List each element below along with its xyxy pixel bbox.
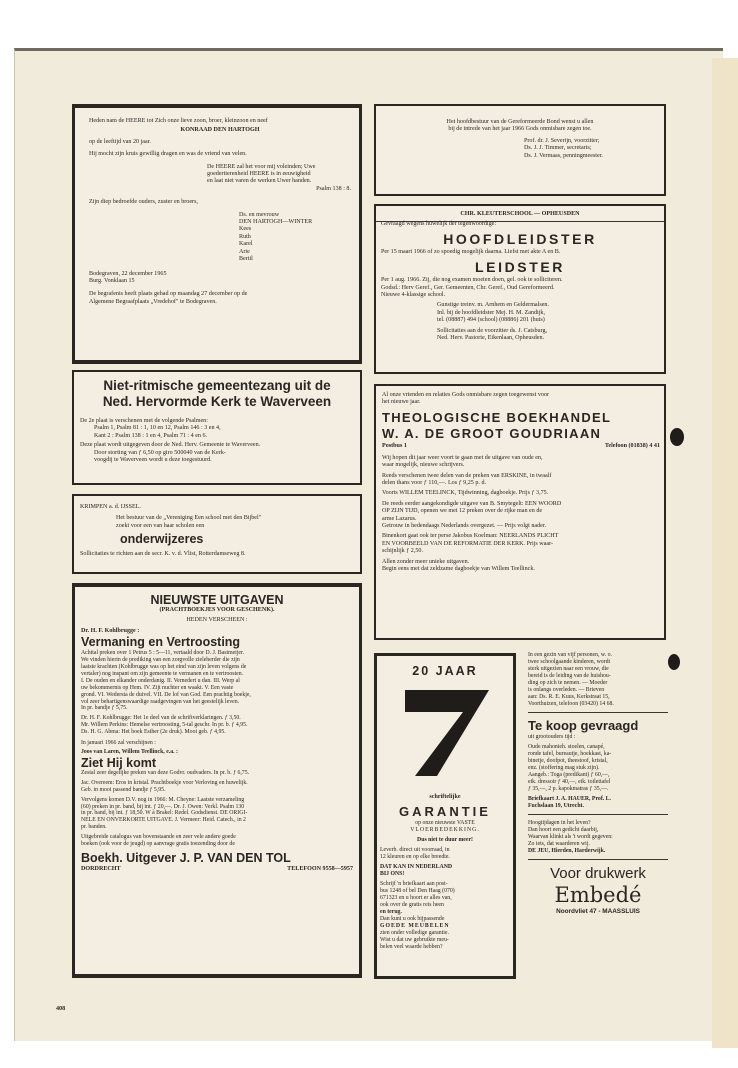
text-line: enz. (stoffering mag stuk zijn). [528, 765, 600, 771]
text-line: GOEDE MEUBELEN [380, 923, 450, 930]
text-line: In een gezin van vijf personen, w. o. [528, 652, 612, 658]
position-title: LEIDSTER [474, 259, 566, 276]
new-year-wishes-bond [374, 104, 666, 196]
text-line: Hoogtijdagen in het leven? [528, 820, 591, 826]
page-number: 408 [56, 1006, 66, 1012]
text-line: vol zeer behartigenswaardige raadgevingen van het geestelijk leven. [81, 698, 240, 705]
postbus: Postbus 1 [382, 442, 407, 449]
text-line: Dus niet te duur meer! [417, 837, 473, 844]
text-line: uit grootouders tijd : [528, 734, 576, 740]
text-line: OP ZIJN TIJD, openen we met 12 preken over de rijke man en de [382, 508, 543, 515]
ad-subtitle: (PRACHTBOEKJES VOOR GESCHENK). [159, 607, 275, 613]
text-line: Wist u dat uw gebruikte meu- [380, 937, 449, 944]
burial-text: De begrafenis heeft plaats gehad op maandag 27 december op de [89, 291, 248, 298]
signatory: Ds. J. J. Timmer, secretaris; [524, 145, 592, 152]
text-line: Per 1 aug. 1966. Zij, die nog examen moeten doen, gel. ook te solliciteren. [381, 277, 563, 284]
text-line: Getrouw in hedendaags Nederlands overgezet. — Prijs volgt nader. [382, 523, 547, 530]
text-line: tel. (08887) 494 (school) (08886) 201 (huis) [437, 317, 545, 324]
text-line: Zestal zeer degelijke preken van deze Godvr. oudvaders. In pr. b. ƒ 6,75. [81, 769, 250, 776]
burial-text: Algemene Begraafplaats „Vredehof" te Bodegraven. [89, 298, 217, 305]
print-shop-address: Noordvliet 47 - MAASSLUIS [556, 908, 640, 915]
psalm-ref: Psalm 138 : 8. [316, 185, 351, 192]
text-line: ook over de gratis reis heen [380, 902, 444, 909]
text-line: Kant 2 : Psalm 138 : 1 en 4, Psalm 71 : 4 en 6. [94, 432, 208, 439]
quote-line: De HEERE zal het voor mij voleinden; Uwe [207, 163, 316, 170]
text-line: Nieuwe 4-klassige school. [381, 292, 446, 299]
text-line: belen veel waarde hebben? [380, 944, 443, 951]
text-line: (60) preken in pr. band, bij int. ƒ 20,—. Dr. J. Owen: Verkl. Psalm 130 [81, 803, 245, 810]
family-name: Ds. en mevrouw [239, 211, 280, 218]
text-line: De reeds eerder aangekondigde uitgave van B. Smytegelt: EEN WOORD [382, 500, 562, 507]
text-line: binetje, doofpot, theestoof, kristal, [528, 758, 608, 764]
text-line: Sollicitaties aan de voorzitter ds. J. Catsburg, [437, 327, 548, 334]
book-publisher-ad [72, 583, 362, 978]
text-line: ding op zich te nemen. — Moeder [528, 680, 608, 686]
ad-title: NIEUWSTE UITGAVEN [150, 593, 284, 607]
adjacent-page-edge [712, 58, 738, 1048]
text-line: uw bekommernis op Hem. IV. Zijt nuchter en waakt. V. Een vaste [81, 684, 234, 691]
ad-title: Te koop gevraagd [528, 718, 639, 733]
quote-line: goedertierenheid HEERE is in eeuwigheid [207, 171, 311, 178]
quote-line: en laat niet varen de werken Uwer handen. [207, 178, 312, 185]
text-line: arme Lazarus. [382, 515, 417, 522]
author: Dr. H. F. Kohlbrugge : [81, 627, 140, 634]
text-line: vertaler) nog inspant om zijn gemeente te vermanen en te vertroosten. [81, 670, 244, 677]
vacancy-title: onderwijzeres [120, 532, 204, 547]
text-line: en terug. [380, 909, 402, 916]
text-line: Voorthuizen, telefoon (03420) 14 68. [528, 701, 614, 707]
shop-name: THEOLOGISCHE BOEKHANDEL [382, 409, 612, 425]
publisher-name: Boekh. Uitgever J. P. VAN DEN TOL [81, 850, 291, 865]
text-line: Leverb. direct uit voorraad, in [380, 847, 450, 854]
text-line: op onze nieuwste VASTE [415, 820, 475, 827]
text-line: Ned. Herv. Pastorie, Eikenlaan, Opheusden. [437, 335, 545, 342]
small-label: schriftelijke [429, 794, 461, 800]
age-text: op de leeftijd van 20 jaar. [89, 138, 151, 145]
text-line: Al onze vrienden en relaties Gods onmisbare zegen toegewenst voor [382, 392, 550, 398]
family-name: Arie [239, 248, 250, 255]
position-title: HOOFDLEIDSTER [443, 230, 597, 247]
family-text: Zijn diep bedroefde ouders, zuster en broers, [89, 199, 198, 206]
gemeentezang-ad [72, 370, 362, 485]
text-line: Briefkaart J. A. HAUER, Prof. L. [528, 796, 611, 802]
text-line: VLOERBEDEKKING. [410, 827, 480, 834]
text-line: Mr. Willem Perkins: Hemelse vertroosting, 5-tal geschr. In pr. b. ƒ 4,95. [81, 722, 248, 729]
family-name: DEN HARTOGH—WINTER [239, 219, 313, 226]
vacancy-krimpen [72, 494, 362, 574]
text-line: zoekt voor een van haar scholen een [116, 522, 205, 529]
author: Joos van Laren, Willem Teellinck, e.a. : [81, 749, 178, 755]
text-line: het nieuwe jaar. [382, 399, 421, 406]
text-line: Schrijf 'n briefkaart aan post- [380, 881, 448, 888]
text-line: aan: Ds. R. E. Kuus, Kerkstraat 15, [528, 694, 610, 700]
text-line: NELE EN ONVERKORTE UITGAVE. J. Vermeer: Heid. Catech., in 2 [81, 817, 246, 824]
text-line: eik. dressoir ƒ 40,—, eik. toilettafel [528, 779, 611, 785]
family-name: Kees [239, 226, 252, 233]
place-date: Bodegraven, 22 december 1965 [89, 270, 167, 277]
text-line: Dr. H. F. Kohlbrugge: Het 1e deel van de schriftverklaringen. ƒ 3,50. [81, 715, 241, 722]
text-line: Het bestuur van de „Vereniging Een school met den Bijbel" [116, 515, 262, 522]
text-line: DAT KAN IN NEDERLAND [380, 864, 453, 871]
text-line: Gunstige treinv. m. Arnhem en Geldermalsen. [437, 302, 549, 309]
text-line: Het hoofdbestuur van de Gereformeerde Bond wenst u allen [446, 119, 594, 125]
text-line: EN VOORBEELD VAN DE REFORMATIE DER KERK. Prijs waar- [382, 540, 554, 547]
ad-title: Ned. Hervormde Kerk te Waverveen [102, 394, 332, 409]
family-name: Ruth [239, 233, 251, 240]
text-line: boeken (ook voor de jeugd) op aanvrage gratis toezending door de [81, 841, 235, 848]
text-line: Dan hoort een gedicht daarbij, [528, 827, 599, 833]
text-line: Vervolgens komen D.V. nog in 1966: M. Cheyne: Laatste verzameling [81, 796, 245, 803]
text-line: Gevraagd wegens huwelijk der tegenwoordige: [381, 221, 497, 228]
text-line: Aangeb.: Toga (predikant) ƒ 60,—, [528, 772, 610, 778]
flooring-ad [374, 653, 516, 979]
book-title: Ziet Hij komt [81, 755, 157, 770]
text-line: Binenkort gaat ook ter perse Jakobus Koelman: NEERLANDS PLICHT [382, 533, 559, 540]
family-name: Bertil [239, 256, 253, 263]
text-line: Waarvan klinkt als 't wordt gegeven: [528, 834, 613, 840]
small-ads-column [528, 652, 668, 916]
text-line: Ds. H. G. Abma: Het boek Esther (2e druk). Mooi geb. ƒ 4,95. [81, 729, 226, 736]
text-line: bij de intrede van het jaar 1966 Gods onmisbare zegen toe. [448, 126, 592, 133]
ad-title: CHR. KLEUTERSCHOOL — OPHEUSDEN [460, 211, 580, 217]
section-label: HEDEN VERSCHEEN : [186, 617, 248, 624]
text-line: DE JEU, Hierden, Harderwijk. [528, 848, 606, 854]
text-line: Fuchslaan 19, Utrecht. [528, 803, 584, 809]
text-line: Voorts WILLEM TEELINCK, Tijdwinning, dagboekje. Prijs ƒ 3,75. [382, 490, 549, 497]
signatory: Prof. dr. J. Severijn, voorzitter; [524, 137, 600, 144]
text-line: We vinden hierin de prediking van een zorgvolle zieleherder die zijn [81, 657, 240, 664]
text-line: Godsd.: Herv Geref., Ger. Gemeenten, Chr. Geref., Oud Gereformeerd. [381, 284, 555, 291]
text-line: Per 15 maart 1966 of zo spoedig mogelijk daarna. Liefst met akte A en B. [381, 248, 561, 255]
address: Burg. Vonklaan 15 [89, 277, 135, 284]
text-line: 671323 en u hoort er alles van, [380, 895, 452, 902]
text-line: Uitgebreide catalogus van bovenstaande en zeer vele andere goede [81, 834, 236, 841]
ad-title: Niet-ritmische gemeentezang uit de [103, 378, 331, 393]
text-line: Oude mahonieh. stoelen, canapé, [528, 744, 605, 750]
text-line: twee schoolgaande kinderen, wordt [528, 659, 611, 665]
intro-text: Heden nam de HEERE tot Zich onze lieve zoon, broer, kleinzoon en neef [89, 118, 268, 124]
text-line: in pr. band, bij int. ƒ 18,50. W à Brakel: Redel. Godsdienst. DE ORIGI- [81, 810, 248, 817]
text-line: Deze plaat wordt uitgegeven door de Ned. Herv. Gemeente te Waverveen. [80, 442, 261, 449]
text-line: ronde tafel, bureautje, hoekkast, ka- [528, 751, 612, 757]
text-line: 12 kleuren en op elke breedte. [380, 854, 450, 861]
family-name: Karel [239, 241, 253, 248]
death-announcement [72, 104, 362, 364]
text-line: Allen zonder meer unieke uitgaven. [382, 558, 470, 565]
text-line: Dan kunt u ook bijpassende [380, 916, 445, 923]
text-line: BIJ ONS! [380, 871, 405, 878]
text-line: pr. banden. [81, 824, 107, 831]
text-line: waar mogelijk, nieuwe schrijvers. [382, 462, 465, 469]
shop-phone: Telefoon (01838) 4 41 [604, 442, 660, 449]
text-line: Jac. Overeem: Eros in kristal. Prachtboekje voor Verloving en huwelijk. [81, 779, 248, 786]
text-line: Geb. in mooi passend bandje ƒ 5,95. [81, 786, 166, 793]
text-line: Hij mocht zijn kruis gewillig dragen en was de vriend van velen. [89, 151, 247, 158]
print-ad-title: Voor drukwerk [550, 865, 646, 882]
text-line: delen thans voor ƒ 110,—. Los ƒ 9,25 p. d. [382, 480, 487, 487]
book-title: Vermaning en Vertroosting [81, 635, 241, 650]
text-line: voogdij te Waverveen wordt u deze toegestuurd. [94, 457, 212, 464]
print-shop-name: Embedé [554, 883, 642, 907]
text-line: bereid is de leiding van de huishou- [528, 673, 611, 679]
text-line: zien onder volledige garantie. [380, 930, 449, 937]
text-line: is onlangs overleden. — Brieven [528, 687, 605, 693]
text-line: Psalm 1, Psalm 81 : 1, 10 en 12, Psalm 146 : 3 en 4, [94, 425, 221, 432]
text-line: In januari 1966 zal verschijnen : [81, 740, 156, 747]
text-line: schijnlijk ƒ 2,50. [382, 548, 423, 555]
text-line: In pr. bandje ƒ 5,75. [81, 705, 128, 712]
publisher-phone: TELEFOON 9558—5957 [287, 865, 353, 872]
text-line: ƒ 35,—, 2 p. kapokmatras ƒ 35,—. [528, 786, 609, 792]
text-line: Inl. bij de hoofdleidster Mej. H. M. Zandijk, [437, 309, 545, 316]
bookshop-ad [374, 384, 666, 640]
text-line: De 2e plaat is verschenen met de volgende Psalmen: [80, 418, 208, 424]
place-name: KRIMPEN a. d. IJSSEL. [80, 504, 141, 510]
binding-hole [668, 654, 680, 670]
text-line: Begin eens met dat zeldzame dagboekje van Willem Teellinck. [382, 566, 535, 573]
text-line: Reeds verschenen twee delen van de preken van ERSKINE, in twaalf [382, 472, 552, 479]
binding-hole [670, 428, 684, 446]
text-line: Achttal preken over 1 Petrus 5 : 5—11, vertaald door D. J. Bastmeijer. [81, 650, 245, 657]
signatory: Ds. J. Vermaas, penningmeester. [524, 152, 603, 159]
publisher-city: DORDRECHT [81, 865, 121, 872]
seven-graphic [401, 686, 493, 778]
text-line: Door storting van ƒ 6,50 op giro 500040 van de Kerk- [94, 449, 226, 456]
ad-title: 20 JAAR [412, 664, 478, 678]
text-line: bus 1248 of bel Den Haag (070) [380, 888, 455, 895]
text-line: sterk uitgezien naar een vrouw, die [528, 666, 609, 672]
shop-name: W. A. DE GROOT GOUDRIAAN [382, 425, 602, 441]
text-line: I. De ouden en elkander onderdanig. II. Vernedert u dan. III. Werp al [81, 677, 240, 684]
text-line: laatste krachten (Kohlbrugge was op het eind van zijn leven volgens de [81, 664, 247, 671]
text-line: grond. VI. Wederstа de duivel. VII. De lof van God. Een prachtig boekje, [81, 691, 251, 698]
text-line: Zo iets, dat waarderen wij. [528, 841, 590, 847]
kleuterschool-vacancy [374, 204, 666, 374]
garantie-title: GARANTIE [399, 804, 491, 820]
deceased-name: KONRAAD DEN HARTOGH [180, 127, 260, 134]
text-line: Sollicitaties te richten aan de secr. K. v. d. Vlist, Rotterdamseweg 8. [80, 551, 246, 558]
text-line: Wij hopen dit jaar weer voort te gaan met de uitgave van oude en, [382, 454, 543, 461]
